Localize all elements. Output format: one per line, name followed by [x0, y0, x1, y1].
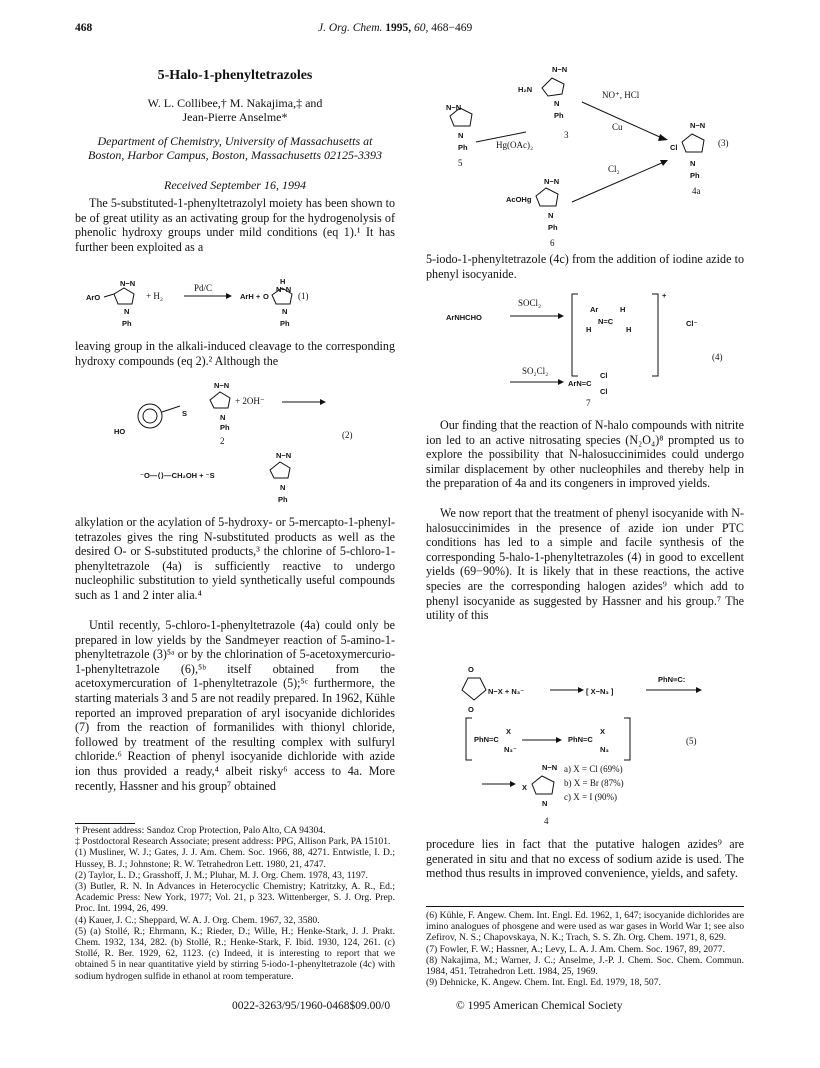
svg-text:O: O — [468, 665, 474, 674]
svg-text:N: N — [548, 211, 554, 220]
authors-line-2: Jean-Pierre Anselme* — [182, 110, 288, 124]
svg-text:X: X — [522, 783, 528, 792]
eq3-hg: Hg(OAc)₂ — [496, 140, 534, 150]
left-para-2: leaving group in the alkali-induced cleavage to the corresponding hydroxy compounds (eq 2).² Although the — [75, 339, 395, 368]
equation-5 — [446, 664, 746, 826]
right-para-1: 5-iodo-1-phenyltetrazole (4c) from the addition of iodine azide to phenyl isocyanide. — [426, 252, 744, 281]
svg-text:N−N: N−N — [214, 381, 230, 390]
footnote-right: (7) Fowler, F. W.; Hassner, A.; Levy, L. A. J. Am. Chem. Soc. 1967, 89, 2077. — [426, 943, 725, 955]
eq5-compound-4: 4 — [544, 816, 549, 826]
eq4-reagent-1: SOCl₂ — [518, 298, 542, 308]
authors-line-1: W. L. Collibee,† M. Nakajima,‡ and — [147, 96, 323, 110]
eq2-reagent: + 2OH⁻ — [235, 396, 265, 406]
svg-text:N: N — [280, 483, 286, 492]
svg-text:Ph: Ph — [280, 319, 290, 328]
eq2-label: (2) — [342, 430, 353, 440]
svg-text:N−N: N−N — [120, 279, 136, 288]
svg-text:N−N: N−N — [446, 103, 462, 112]
svg-text:N−N: N−N — [552, 65, 568, 74]
svg-text:Ph: Ph — [122, 319, 132, 328]
svg-text:Cl: Cl — [600, 387, 608, 396]
footnotes-right — [426, 910, 744, 988]
affiliation-line-2: Boston, Harbor Campus, Boston, Massachusetts 02125-3393 — [87, 148, 382, 162]
affiliation — [75, 134, 395, 162]
svg-text:N: N — [458, 131, 464, 140]
footnote-rule-right — [426, 906, 744, 907]
svg-text:Cl⁻: Cl⁻ — [686, 319, 698, 328]
svg-text:X: X — [506, 727, 512, 736]
article-title: 5-Halo-1-phenyltetrazoles — [157, 68, 313, 83]
svg-text:N−N: N−N — [542, 763, 558, 772]
footer-code: 0022-3263/95/1960-0468$09.00/0 — [232, 1000, 391, 1012]
svg-text:Ar: Ar — [590, 305, 599, 314]
svg-text:N−N: N−N — [276, 285, 292, 294]
equation-4 — [440, 290, 740, 410]
journal-volume: 60, — [414, 22, 429, 34]
footnote-left: (4) Kauer, J. C.; Sheppard, W. A. J. Org. Chem. 1967, 32, 3580. — [75, 914, 320, 926]
eq3-compound-6: 6 — [550, 238, 555, 248]
svg-text:N−N: N−N — [544, 177, 560, 186]
journal-year: 1995, — [385, 22, 412, 34]
svg-text:AcOHg: AcOHg — [506, 195, 532, 204]
eq5-reagent: PhN≡C: — [658, 675, 686, 684]
svg-text:N: N — [690, 159, 696, 168]
svg-text:Ph: Ph — [690, 171, 700, 180]
svg-text:N=C: N=C — [598, 317, 614, 326]
eq5-yield-a: a) X = Cl (69%) — [564, 764, 623, 774]
authors — [75, 96, 395, 124]
footnotes-left — [75, 825, 395, 982]
eq1-pdc: Pd/C — [194, 283, 213, 293]
svg-text:N: N — [282, 307, 288, 316]
eq4-reagent-2: SO₂Cl₂ — [522, 366, 549, 376]
eq4-start: ArNHCHO — [446, 313, 482, 322]
svg-text:+: + — [662, 291, 667, 300]
footnote-right: (9) Dehnicke, K. Angew. Chem. Int. Engl. Ed. 1979, 18, 507. — [426, 977, 661, 989]
equation-2 — [110, 378, 380, 508]
svg-text:Cl: Cl — [600, 371, 608, 380]
svg-text:Ph: Ph — [548, 223, 558, 232]
eq5-yield-b: b) X = Br (87%) — [564, 778, 624, 788]
eq3-label: (3) — [718, 138, 729, 148]
journal-name: J. Org. Chem. — [318, 22, 383, 34]
eq3-compound-5: 5 — [458, 158, 463, 168]
footnote-left: (3) Butler, R. N. In Advances in Heterocyclic Chemistry; Katritzky, A. R., Ed.; Academic Press: New York, 1977; Vol. 21, p 323. Wittenberger, S. J. Org. Prep. Proc. Int. 1994, 26, 499. — [75, 881, 395, 915]
svg-text:N−N: N−N — [276, 451, 292, 460]
svg-text:N₃⁻: N₃⁻ — [504, 745, 517, 754]
svg-text:H: H — [586, 325, 592, 334]
eq1-label: (1) — [298, 291, 309, 301]
eq3-reagent-top: NO⁺, HCl — [602, 90, 640, 100]
svg-text:H: H — [620, 305, 626, 314]
eq5-intermediate: [ X−N₃ ] — [586, 687, 614, 696]
right-para-2: Our finding that the reaction of N-halo compounds with nitrite ion led to an active nitrosating species (N₂O₄)⁸ prompted us to explore the possibility that N-halosuccinimides could undergo similar displacement by other nucleophiles and thereby help in the preparation of 4a and its congeners in improved yields. — [426, 418, 744, 491]
eq3-cl2: Cl₂ — [608, 164, 620, 174]
equation-3 — [432, 62, 752, 252]
svg-text:S: S — [182, 409, 188, 418]
eq1-aro: ArO — [86, 293, 101, 302]
footnote-right: (8) Nakajima, M.; Warner, J. C.; Anselme, J.-P. J. Chem. Soc. Chem. Commun. 1984, 451. Tetrahedron Lett. 1984, 25, 1969. — [426, 954, 744, 978]
eq1-product: ArH + — [240, 292, 261, 301]
svg-text:N: N — [220, 413, 226, 422]
svg-text:O: O — [263, 292, 269, 301]
right-para-4: procedure lies in fact that the putative halogen azides⁹ are generated in situ and that no excess of sodium azide is used. The method thus results in improved convenience, yields, and safety. — [426, 837, 744, 881]
eq5-yield-c: c) X = I (90%) — [564, 792, 618, 802]
affiliation-line-1: Department of Chemistry, University of Massachusetts at — [97, 134, 373, 148]
eq2-products: ⁻O—⟨⟩—CH₂OH + ⁻S — [140, 471, 215, 480]
svg-text:HO: HO — [114, 427, 126, 436]
svg-text:N₃: N₃ — [600, 745, 609, 754]
footnote-left: (2) Taylor, L. D.; Grasshoff, J. M.; Pluhar, M. J. Org. Chem. 1978, 43, 1197. — [75, 869, 368, 881]
svg-text:N: N — [124, 307, 130, 316]
svg-text:N: N — [554, 99, 560, 108]
svg-text:O: O — [468, 705, 474, 714]
footnote-left: (1) Musliner, W. J.; Gates, J. J. Am. Chem. Soc. 1966, 88, 4271. Entwistle, I. D.; Hussey, B. J.; Johnstone; R. W. Tetrahedron Lett. 1980, 21, 4747. — [75, 847, 395, 870]
svg-text:Ph: Ph — [278, 495, 288, 504]
footer-copyright: © 1995 American Chemical Society — [456, 1000, 623, 1012]
eq3-compound-4a: 4a — [692, 186, 701, 196]
left-para-1: The 5-substituted-1-phenyltetrazolyl moiety has been shown to be of great utility as an activating group for the hydrogenolysis of phenolic hydroxy groups under mild conditions (eq 1).¹ It has further been exploited as a — [75, 196, 395, 254]
svg-text:H₂N: H₂N — [518, 85, 533, 94]
svg-text:H: H — [280, 277, 286, 286]
eq4-compound-7: 7 — [586, 398, 591, 408]
svg-text:PhN=C: PhN=C — [474, 735, 499, 744]
svg-text:Ph: Ph — [554, 111, 564, 120]
svg-text:N: N — [542, 799, 548, 808]
eq2-compound: 2 — [220, 436, 225, 446]
eq5-reactants: N−X + N₃⁻ — [488, 687, 525, 696]
page-number: 468 — [75, 22, 93, 34]
equation-1 — [86, 277, 386, 336]
left-para-3: alkylation or the acylation of 5-hydroxy- or 5-mercapto-1-phenyl-tetrazoles gives the ring N-substituted products as well as the desired O- or S-substituted products,³ the chlorine of 5-chloro-1-phenyltetrazole (4a) is sufficiently reactive to undergo nucleophilic substitution to yield synthetically useful compounds such as 1 and 2 inter alia.⁴ — [75, 515, 395, 602]
svg-text:Ph: Ph — [220, 423, 230, 432]
left-para-4: Until recently, 5-chloro-1-phenyltetrazole (4a) could only be prepared in low yields by the Sandmeyer reaction of 5-amino-1-phenyltetrazole (3)⁵ᵃ or by the chlorination of 5-acetoxymercurio-1-phenyltetrazole (6),⁵ᵇ itself obtained from the acetoxymercuration of 1-phenyltetrazole (5);⁵ᶜ furthermore, the starting materials 3 and 5 are not readily prepared. In 1962, Kühle reported an improved preparation of aryl isocyanide dichlorides (7) from the reaction of formanilides with thionyl chloride, followed by treatment of the resulting complex with sulfuryl chloride.⁶ Reaction of phenyl isocyanide dichloride with azide ion thus provided a ready,⁴ albeit risky⁶ access to 4a. More recently, Hassner and his group⁷ obtained — [75, 618, 395, 793]
eq4-label: (4) — [712, 352, 723, 362]
footnote-rule-left — [75, 823, 135, 824]
eq3-compound-3: 3 — [564, 130, 569, 140]
right-para-3: We now report that the treatment of phenyl isocyanide with N-halosuccinimides in the presence of azide ion under PTC conditions has led to a simple and facile synthesis of the corresponding 5-halo-1-phenyltetrazoles (4) in good to excellent yields (69−90%). It is likely that in these reactions, the active species are the corresponding halogen azides⁹ which add to phenyl isocyanide as suggested by Hassner and his group.⁷ The utility of this — [426, 506, 744, 623]
eq5-label: (5) — [686, 736, 697, 746]
svg-text:PhN=C: PhN=C — [568, 735, 593, 744]
svg-text:H: H — [626, 325, 632, 334]
eq4-product: ArN=C — [568, 379, 592, 388]
svg-text:X: X — [600, 727, 606, 736]
eq3-cu: Cu — [612, 122, 623, 132]
footnote-left: † Present address: Sandoz Crop Protection, Palo Alto, CA 94304. — [75, 825, 326, 836]
running-header — [318, 22, 472, 34]
svg-text:N−N: N−N — [690, 121, 706, 130]
journal-pages: 468−469 — [431, 22, 473, 34]
eq1-h2: + H₂ — [146, 291, 163, 301]
footnote-right: (6) Kühle, F. Angew. Chem. Int. Engl. Ed. 1962, 1, 647; isocyanide dichlorides are imino analogues of phosgene and were used as war gases in World War 1; see also Zefirov, N. S.; Chapovskaya, N. K.; Trach, S. S. Zh. Org. Chem. 1971, 8, 629. — [426, 910, 744, 944]
svg-text:Cl: Cl — [670, 143, 678, 152]
footnote-left: (5) (a) Stollé, R.; Ehrmann, K.; Rieder, D.; Wille, H.; Henke-Stark, J. J. Prakt. Chem. 1932, 134, 282. (b) Stollé, R.; Henke-Stark, F. Ibid. 1930, 124, 261. (c) Stollé, R. Ber. 1929, 62, 1123. (c) Indeed, it is interesting to report that we obtained 5 in near quantitative yield by stirring 5-iodo-1-phenyltetrazole (4c) with sodium hydrogen sulfide in ethanol at room temperature. — [75, 925, 395, 982]
footnote-left: ‡ Postdoctoral Research Associate; present address: PPG, Allison Park, PA 15101. — [75, 836, 391, 848]
svg-text:Ph: Ph — [458, 143, 468, 152]
received-date: Received September 16, 1994 — [164, 178, 306, 192]
